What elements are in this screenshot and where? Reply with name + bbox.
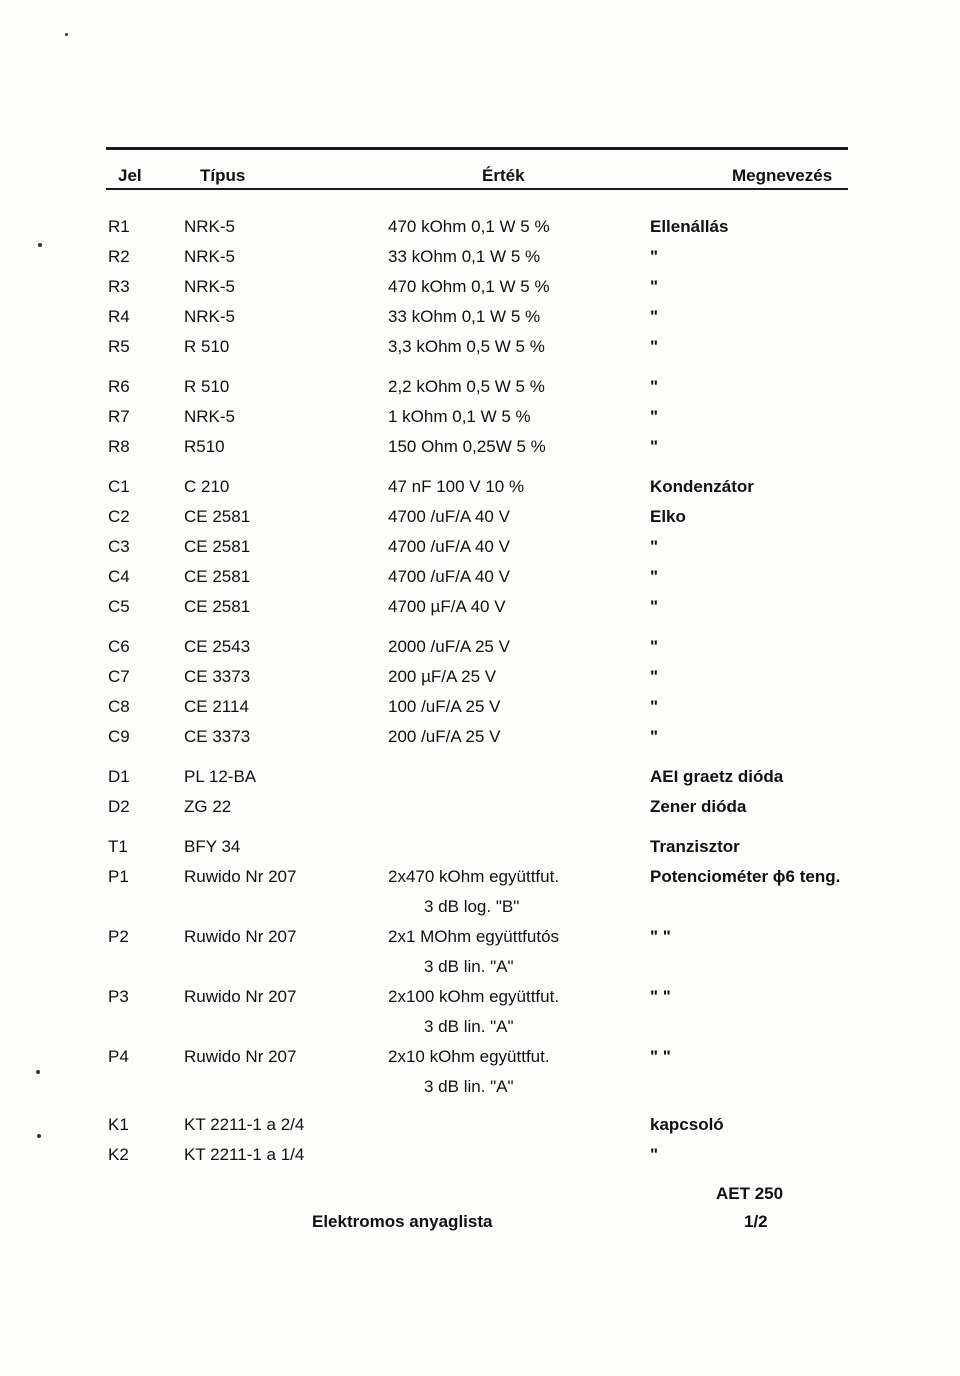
row-jel: C5 (108, 597, 130, 616)
row-tipus: Ruwido Nr 207 (184, 927, 297, 946)
row-jel: P2 (108, 927, 129, 946)
row-ertek: 470 kOhm 0,1 W 5 % (388, 277, 550, 296)
row-ertek: 2x100 kOhm együttfut. (388, 987, 560, 1006)
row-megnevezes: " (650, 407, 659, 426)
header-underline (106, 188, 848, 190)
row-ertek: 4700 /uF/A 40 V (388, 507, 510, 526)
row-megnevezes: " (650, 307, 659, 326)
row-jel: R1 (108, 217, 130, 236)
row-jel: P1 (108, 867, 129, 886)
row-ertek-line2: 3 dB log. "B" (424, 897, 520, 916)
row-megnevezes: Ellenállás (650, 217, 729, 236)
table-row (0, 696, 960, 722)
table-row (0, 1144, 960, 1170)
table-row (0, 986, 960, 1036)
row-tipus: CE 2581 (184, 567, 251, 586)
table-row (0, 1046, 960, 1096)
row-tipus: R 510 (184, 337, 230, 356)
row-jel: D1 (108, 767, 130, 786)
row-megnevezes: " " (650, 927, 671, 946)
row-megnevezes: Potenciométer ϕ6 teng. (650, 867, 841, 886)
row-megnevezes: " (650, 337, 659, 356)
table-row (0, 766, 960, 792)
row-jel: C4 (108, 567, 130, 586)
row-jel: P4 (108, 1047, 129, 1066)
row-tipus: PL 12-BA (184, 767, 257, 786)
table-row (0, 246, 960, 272)
header-megnevezes: Megnevezés (732, 166, 833, 185)
header-jel: Jel (118, 166, 142, 185)
row-megnevezes: Tranzisztor (650, 837, 740, 856)
row-jel: C7 (108, 667, 130, 686)
row-jel: R2 (108, 247, 130, 266)
row-ertek: 2x1 MOhm együttfutós (388, 927, 560, 946)
row-jel: R7 (108, 407, 130, 426)
table-row (0, 726, 960, 752)
row-jel: C9 (108, 727, 130, 746)
row-megnevezes: Elko (650, 507, 686, 526)
row-jel: R3 (108, 277, 130, 296)
row-jel: R6 (108, 377, 130, 396)
row-megnevezes: " (650, 727, 659, 746)
table-row (0, 926, 960, 976)
table-row (0, 796, 960, 822)
row-ertek: 2000 /uF/A 25 V (388, 637, 510, 656)
table-row (0, 1114, 960, 1140)
table-row (0, 476, 960, 502)
footer-page: 1/2 (744, 1212, 768, 1231)
row-ertek-line2: 3 dB lin. "A" (424, 957, 514, 976)
row-ertek: 4700 µF/A 40 V (388, 597, 506, 616)
row-jel: P3 (108, 987, 129, 1006)
table-row (0, 566, 960, 592)
row-tipus: CE 3373 (184, 667, 251, 686)
row-jel: C3 (108, 537, 130, 556)
row-megnevezes: Zener dióda (650, 797, 747, 816)
row-megnevezes: " (650, 247, 659, 266)
row-tipus: R510 (184, 437, 225, 456)
row-tipus: BFY 34 (184, 837, 241, 856)
row-jel: R5 (108, 337, 130, 356)
table-row (0, 406, 960, 432)
row-ertek: 200 /uF/A 25 V (388, 727, 501, 746)
row-ertek: 2x470 kOhm együttfut. (388, 867, 560, 886)
row-jel: R4 (108, 307, 130, 326)
table-row (0, 376, 960, 402)
row-ertek: 2x10 kOhm együttfut. (388, 1047, 550, 1066)
table-row (0, 216, 960, 242)
row-megnevezes: " (650, 637, 659, 656)
row-megnevezes: kapcsoló (650, 1115, 724, 1134)
row-tipus: R 510 (184, 377, 230, 396)
row-ertek-line2: 3 dB lin. "A" (424, 1017, 514, 1036)
table-row (0, 536, 960, 562)
row-tipus: Ruwido Nr 207 (184, 867, 297, 886)
row-megnevezes: " (650, 597, 659, 616)
row-jel: C1 (108, 477, 130, 496)
row-ertek: 33 kOhm 0,1 W 5 % (388, 247, 541, 266)
row-tipus: Ruwido Nr 207 (184, 987, 297, 1006)
table-row (0, 666, 960, 692)
footer-title: Elektromos anyaglista (312, 1212, 493, 1231)
row-tipus: NRK-5 (184, 407, 236, 426)
table-row (0, 336, 960, 362)
table-row (0, 596, 960, 622)
row-jel: K2 (108, 1145, 129, 1164)
table-row (0, 276, 960, 302)
row-tipus: ZG 22 (184, 797, 232, 816)
scan-speck (36, 1070, 40, 1074)
table-row (0, 306, 960, 332)
row-megnevezes: " (650, 537, 659, 556)
row-ertek: 3,3 kOhm 0,5 W 5 % (388, 337, 545, 356)
top-rule (106, 147, 848, 150)
row-megnevezes: " " (650, 1047, 671, 1066)
row-jel: R8 (108, 437, 130, 456)
scan-speck (38, 243, 42, 247)
row-ertek: 4700 /uF/A 40 V (388, 537, 510, 556)
row-tipus: CE 2114 (184, 697, 249, 716)
row-ertek: 470 kOhm 0,1 W 5 % (388, 217, 550, 236)
row-tipus: NRK-5 (184, 307, 236, 326)
row-ertek: 2,2 kOhm 0,5 W 5 % (388, 377, 545, 396)
row-tipus: NRK-5 (184, 277, 236, 296)
row-ertek: 47 nF 100 V 10 % (388, 477, 525, 496)
row-ertek: 1 kOhm 0,1 W 5 % (388, 407, 531, 426)
scan-speck (37, 1134, 41, 1138)
row-megnevezes: " (650, 567, 659, 586)
row-tipus: C 210 (184, 477, 230, 496)
header-ertek: Érték (482, 166, 525, 185)
row-megnevezes: " (650, 277, 659, 296)
table-row (0, 866, 960, 916)
row-tipus: CE 2543 (184, 637, 251, 656)
row-tipus: CE 2581 (184, 507, 251, 526)
scan-speck (65, 33, 68, 36)
row-tipus: NRK-5 (184, 247, 236, 266)
row-megnevezes: Kondenzátor (650, 477, 754, 496)
row-jel: T1 (108, 837, 128, 856)
row-jel: K1 (108, 1115, 129, 1134)
row-tipus: NRK-5 (184, 217, 236, 236)
row-jel: D2 (108, 797, 130, 816)
row-tipus: KT 2211-1 a 2/4 (184, 1115, 305, 1134)
row-tipus: CE 3373 (184, 727, 251, 746)
header-tipus: Típus (200, 166, 246, 185)
row-ertek-line2: 3 dB lin. "A" (424, 1077, 514, 1096)
footer-code: AET 250 (716, 1184, 784, 1203)
row-megnevezes: AEI graetz dióda (650, 767, 784, 786)
row-jel: C6 (108, 637, 130, 656)
row-megnevezes: " (650, 1145, 659, 1164)
row-tipus: CE 2581 (184, 597, 251, 616)
table-row (0, 836, 960, 862)
row-ertek: 150 Ohm 0,25W 5 % (388, 437, 546, 456)
row-megnevezes: " (650, 667, 659, 686)
row-megnevezes: " (650, 437, 659, 456)
row-ertek: 200 µF/A 25 V (388, 667, 497, 686)
row-ertek: 100 /uF/A 25 V (388, 697, 501, 716)
row-jel: C2 (108, 507, 130, 526)
row-tipus: CE 2581 (184, 537, 251, 556)
table-row (0, 436, 960, 462)
row-ertek: 4700 /uF/A 40 V (388, 567, 510, 586)
table-row (0, 636, 960, 662)
row-megnevezes: " " (650, 987, 671, 1006)
row-jel: C8 (108, 697, 130, 716)
row-megnevezes: " (650, 377, 659, 396)
row-tipus: KT 2211-1 a 1/4 (184, 1145, 305, 1164)
row-megnevezes: " (650, 697, 659, 716)
table-row (0, 506, 960, 532)
row-ertek: 33 kOhm 0,1 W 5 % (388, 307, 541, 326)
row-tipus: Ruwido Nr 207 (184, 1047, 297, 1066)
